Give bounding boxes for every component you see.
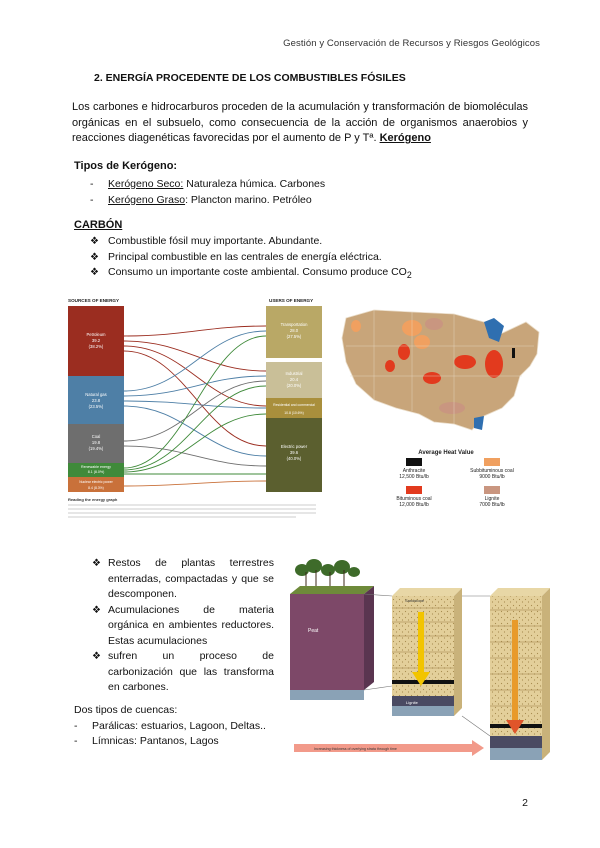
block-peat [290,559,374,700]
compaction-arrow-shaft [512,620,518,720]
source-pct: (23.5%) [88,404,104,409]
legend-value: 12,500 Btu/lb [399,474,429,480]
source-value: 23.8 [91,398,101,403]
coal-formation-diagram [284,556,554,774]
energy-flow-figure [66,296,324,524]
page-number: 2 [522,797,528,809]
basins-heading: Dos tipos de cuencas: [74,704,178,716]
source-label: Renewable energy [81,465,111,469]
bullet-diamond-icon: ❖ [92,558,101,569]
user-value: 10.8 (10.6%) [284,411,304,415]
users-title: USERS OF ENERGY [269,298,314,303]
kerogen-desc-fat: : Plancton marino. Petróleo [185,194,312,206]
list-item [92,649,274,696]
list-item [90,250,412,266]
list-item [92,556,274,603]
us-coal-map-svg [334,296,550,524]
basins-section [74,703,274,750]
legend-label: Bituminous coal [396,496,432,502]
user-bar-electric [266,418,322,492]
legend-swatch-subbituminous [484,458,500,466]
kerogen-list [90,176,325,208]
block-bituminous [490,588,550,760]
basin-text: Límnicas: Pantanos, Lagos [92,735,219,747]
bullet-text: Combustible fósil muy importante. Abundante. [108,235,323,247]
user-value: 28.0 [289,328,299,333]
legend-label: Subbituminous coal [470,468,514,474]
block-lignite [392,588,462,716]
intro-text: Los carbones e hidrocarburos proceden de la acumulación y transformación de biomoléculas orgánicas en el subsuelo, como consecuencia de la acción de organismos anaerobios y reacciones diagenéticas favorecidas por el aumento de P y Tª. [72,101,528,144]
list-item: - Límnicas: Pantanos, Lagos [74,734,274,750]
source-label: Petroleum [86,332,106,337]
basin-text: Parálicas: estuarios, Lagoon, Deltas.. [92,719,266,732]
user-label: Industrial [285,371,303,376]
source-value: 19.8 [91,440,101,445]
source-pct: (19.4%) [88,446,104,451]
list-item [90,265,412,284]
vegetation [295,559,360,577]
bullet-text: sufren un proceso de carbonización que las transforma en carbones. [108,650,274,693]
user-pct: (27.5%) [286,334,302,339]
bullet-diamond-icon: ❖ [90,236,99,247]
list-item: - Kerógeno Graso: Plancton marino. Petróleo [90,194,312,206]
bullet-diamond-icon: ❖ [90,251,99,263]
legend-swatch-bituminous [406,486,422,494]
source-label: Coal [91,434,101,439]
legend-value: 9000 Btu/lb [479,474,505,480]
user-bar-residential [266,398,322,418]
bullet-text: Consumo un importante coste ambiental. Consumo produce CO [108,266,407,278]
bullet-text: Principal combustible en las centrales de energía eléctrica. [108,250,382,263]
compaction-arrow-shaft [418,612,424,672]
carbon-heading: CARBÓN [74,219,123,231]
bullet-text: Restos de plantas terrestres enterradas, compactadas y que se descomponen. [108,557,274,600]
list-item [92,603,274,650]
intro-paragraph [72,100,528,147]
us-coal-map-figure [334,296,550,524]
co2-subscript: 2 [406,270,412,281]
source-value: 8.1 (8.0%) [87,470,105,474]
lignite-label: Lignite [406,700,418,705]
bullet-diamond-icon: ❖ [92,651,101,662]
source-value: 39.2 [91,338,101,343]
legend-value: 7000 Btu/lb [479,502,505,508]
bullet-text: Acumulaciones de materia orgánica en ambientes reductores. Estas acumulaciones [108,603,274,647]
source-label: Nuclear electric power [79,480,113,484]
list-item: - Parálicas: estuarios, Lagoon, Deltas.. [74,719,274,735]
map-legend-title: Average Heat Value [418,450,474,456]
user-pct: (20.0%) [286,383,302,388]
user-value: 39.6 [289,450,299,455]
section-title: 2. ENERGÍA PROCEDENTE DE LOS COMBUSTIBLES FÓSILES [94,72,406,84]
kerogen-term-dry: Kerógeno Seco: [108,178,184,190]
anthracite-region [512,348,515,358]
legend-swatch-anthracite [406,458,422,466]
legend-label: Lignite [484,496,500,502]
running-header: Gestión y Conservación de Recursos y Riesgos Geológicos [283,38,540,49]
source-pct: (38.2%) [88,344,104,349]
legend-value: 12,000 Btu/lb [399,502,429,508]
user-pct: (40.0%) [286,456,302,461]
kerogen-heading: Tipos de Kerógeno: [74,160,178,172]
kerogen-term-fat: Kerógeno Graso [108,194,186,206]
legend-label: Anthracite [402,468,426,474]
list-item: - Kerógeno Seco: Naturaleza húmica. Carbones [90,178,326,190]
coal-formation-bullets [92,556,274,696]
energy-flow-svg [66,296,324,524]
user-label: Transportation [280,322,308,327]
bullet-diamond-icon: ❖ [92,604,101,616]
user-label: Electric power [280,444,308,449]
time-arrow-caption: Increasing thickness of overlying strata through time [314,747,397,751]
source-label: Natural gas [85,392,107,397]
source-value: 8.4 (8.3%) [88,486,104,490]
coal-formation-svg [284,556,554,774]
peat-label: Peat [308,628,319,634]
user-label: Residential and commercial [273,403,315,407]
time-arrow [294,740,484,756]
footnote-title: Reading the energy graph [68,497,118,502]
sources-title: SOURCES OF ENERGY [68,298,120,303]
user-value: 20.4 [289,377,299,382]
kerogen-term: Kerógeno [379,132,431,144]
carbon-bullets [90,234,412,284]
list-item [90,234,412,250]
sandstone-label: Sandstone [405,598,425,603]
bullet-diamond-icon: ❖ [90,267,99,278]
kerogen-desc-dry: Naturaleza húmica. Carbones [183,178,326,190]
legend-swatch-lignite [484,486,500,494]
